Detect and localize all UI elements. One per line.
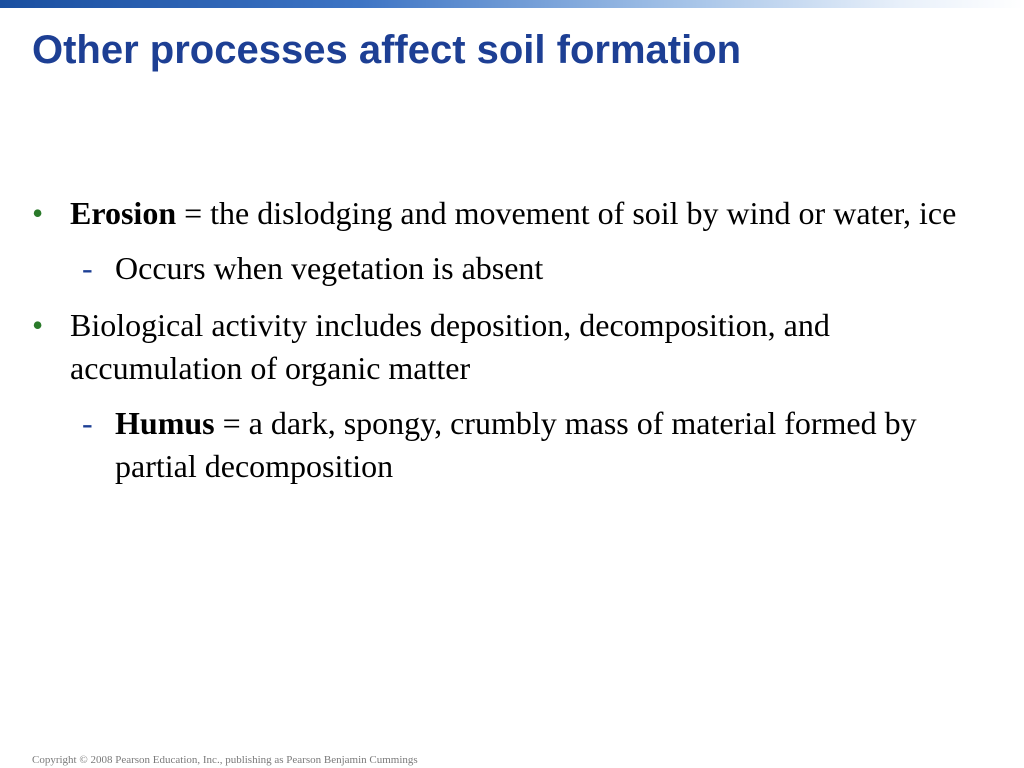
copyright-footer: Copyright © 2008 Pearson Education, Inc., publishing as Pearson Benjamin Cummings: [32, 754, 418, 766]
bullet-marker: •: [32, 307, 44, 343]
sub-bullet-humus: [32, 402, 982, 488]
bullet-text: Biological activity includes deposition, decomposition, and accumulation of organic matter: [70, 307, 830, 386]
sub-bullet-text: a dark, spongy, crumbly mass of material formed by partial decomposition: [115, 405, 917, 484]
slide-content: [32, 192, 982, 502]
bullet-marker: •: [32, 195, 44, 231]
header-gradient-bar: [0, 0, 1024, 8]
term-erosion: Erosion: [70, 195, 177, 231]
bullet-biological-activity: [32, 304, 982, 390]
sub-bullet-text: Occurs when vegetation is absent: [115, 250, 544, 286]
term-separator: =: [176, 195, 211, 231]
term-humus: Humus: [115, 405, 215, 441]
sub-bullet-marker: -: [82, 405, 93, 441]
term-separator: =: [214, 405, 249, 441]
bullet-text: the dislodging and movement of soil by wind or water, ice: [210, 195, 957, 231]
bullet-erosion: [32, 192, 982, 235]
sub-bullet-vegetation: [32, 247, 982, 290]
sub-bullet-marker: -: [82, 250, 93, 286]
slide-title: Other processes affect soil formation: [32, 28, 742, 72]
